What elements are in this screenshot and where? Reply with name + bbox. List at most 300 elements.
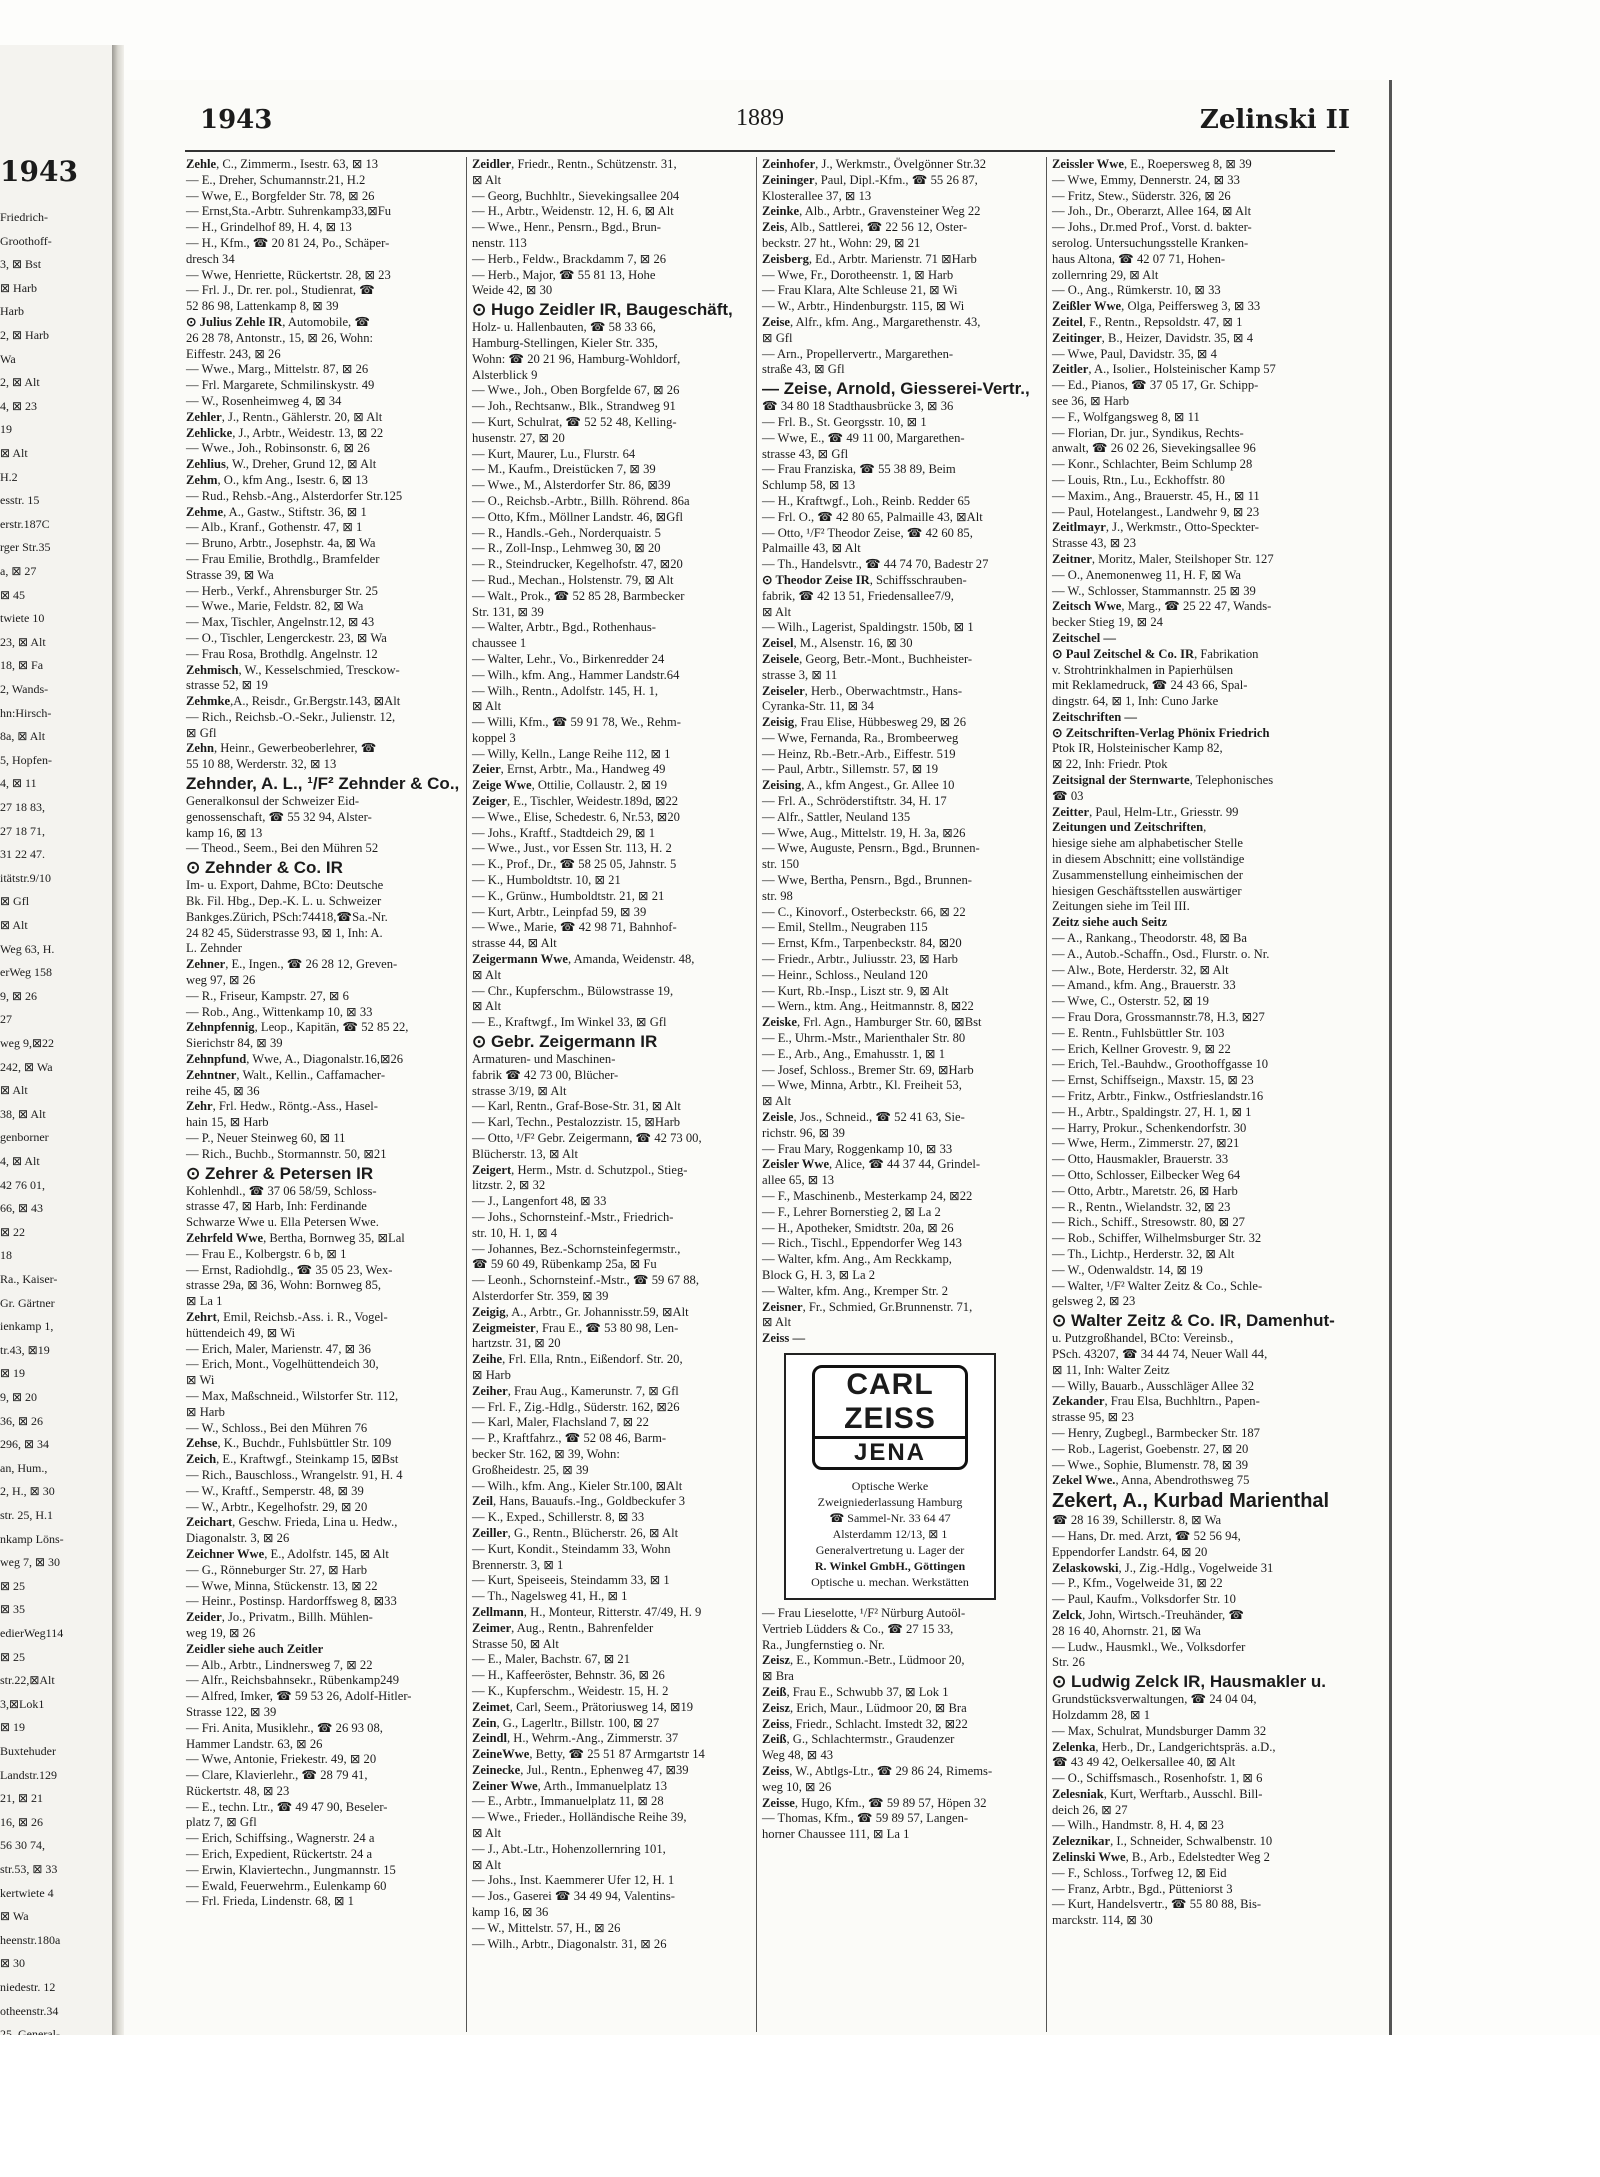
header-year: 1943 — [200, 105, 273, 135]
directory-entry: — Frau Dora, Grossmannstr.78, H.3, ⊠27 — [1052, 1010, 1265, 1025]
directory-entry: Zehmke,A., Reisdr., Gr.Bergstr.143, ⊠Alt — [186, 694, 401, 709]
directory-entry: Zekel Wwe., Anna, Abendrothsweg 75 — [1052, 1473, 1250, 1488]
directory-entry: — E., Arbtr., Immanuelplatz 11, ⊠ 28 — [472, 1794, 664, 1809]
directory-entry: — H., Kraftwgf., Loh., Reinb. Redder 65 — [762, 493, 971, 508]
directory-entry: Cyranka-Str. 11, ⊠ 34 — [762, 699, 874, 714]
directory-entry: see 36, ⊠ Harb — [1052, 393, 1129, 408]
left-page-fragment: Harb — [0, 304, 24, 319]
directory-entry: Zeitz siehe auch Seitz — [1052, 915, 1168, 930]
directory-entry: — Erwin, Klaviertechn., Jungmannstr. 15 — [186, 1862, 396, 1877]
directory-entry: — Ernst,Sta.-Arbtr. Suhrenkamp33,⊠Fu — [186, 204, 392, 219]
directory-entry: Zehse, K., Buchdr., Fuhlsbüttler Str. 109 — [186, 1436, 392, 1451]
directory-entry: — Wilh., Lagerist, Spaldingstr. 150b, ⊠ 1 — [762, 620, 974, 635]
directory-entry: — Johs., Schornsteinf.-Mstr., Friedrich- — [472, 1210, 674, 1224]
directory-entry: Zeis, Alb., Sattlerei, ☎ 22 56 12, Oster- — [762, 220, 968, 235]
directory-entry: — W., Schlosser, Stammannstr. 25 ⊠ 39 — [1052, 583, 1256, 598]
directory-entry: — Wwe., Just., vor Essen Str. 113, H. 2 — [472, 841, 672, 856]
directory-entry: — P., Neuer Steinweg 60, ⊠ 11 — [186, 1131, 346, 1146]
left-page-fragment: 4, ⊠ Alt — [0, 1154, 40, 1168]
left-page-fragment: edierWeg114 — [0, 1626, 64, 1640]
directory-entry: Generalkonsul der Schweizer Eid- — [186, 794, 360, 809]
zeiss-advertisement — [784, 1353, 996, 1600]
directory-entry: — E., Arb., Ang., Emahusstr. 1, ⊠ 1 — [762, 1046, 946, 1061]
left-page-fragment: esstr. 15 — [0, 493, 40, 508]
directory-entry: Zeitschriften — — [1052, 709, 1137, 724]
directory-entry: — Clare, Klavierlehr., ☎ 28 79 41, — [186, 1768, 368, 1783]
directory-entry: — Wilh., Rentn., Adolfstr. 145, H. 1, — [472, 683, 659, 698]
directory-entry: Zeidler siehe auch Zeitler — [186, 1641, 324, 1656]
directory-entry: — O., Ang., Rümkerstr. 10, ⊠ 33 — [1052, 283, 1221, 298]
directory-entry: — Th., Lichtp., Herderstr. 32, ⊠ Alt — [1052, 1246, 1235, 1261]
directory-entry: platz 7, ⊠ Gfl — [186, 1815, 257, 1830]
directory-entry: Zekander, Frau Elsa, Buchhltrn., Papen- — [1052, 1394, 1260, 1409]
directory-entry: — Kurt, Arbtr., Leinpfad 59, ⊠ 39 — [472, 904, 647, 919]
directory-entry: ⊠ Alt — [762, 1094, 792, 1109]
left-page-fragment: hn:Hirsch- — [0, 705, 52, 720]
directory-entry: — H., Arbtr., Spaldingstr. 27, H. 1, ⊠ 1 — [1052, 1104, 1252, 1119]
left-page-fragment: ⊠ Alt — [0, 1083, 28, 1098]
directory-entry: Rückertstr. 48, ⊠ 23 — [186, 1783, 290, 1798]
directory-entry: strasse 95, ⊠ 23 — [1052, 1410, 1134, 1425]
directory-entry: hiesigen Geschäftsstellen auswärtiger — [1052, 883, 1242, 898]
directory-entry: ⊙ Julius Zehle IR, Automobile, ☎ — [186, 314, 371, 329]
directory-entry: strasse 44, ⊠ Alt — [472, 936, 557, 951]
left-page-fragment: 9, ⊠ 20 — [0, 1390, 38, 1404]
directory-entry: ⊠ 11, Inh: Walter Zeitz — [1052, 1362, 1170, 1377]
directory-entry: horner Chaussee 111, ⊠ La 1 — [762, 1827, 910, 1842]
directory-entry: v. Strohtrinkhalmen in Papierhülsen — [1052, 662, 1234, 677]
directory-entry: Holz- u. Hallenbauten, ☎ 58 33 66, — [472, 320, 656, 335]
directory-entry: Zelenka, Herb., Dr., Landgerichtspräs. a.D., — [1052, 1739, 1276, 1754]
directory-entry: Eiffestr. 243, ⊠ 26 — [186, 346, 281, 361]
left-page-fragment: 2, ⊠ Alt — [0, 375, 40, 390]
left-page-fragment: 4, ⊠ 23 — [0, 398, 38, 413]
directory-entry: Armaturen- und Maschinen- — [472, 1052, 616, 1067]
directory-entry: — K., Humboldtstr. 10, ⊠ 21 — [472, 873, 621, 888]
directory-entry: Zeiner Wwe, Arth., Immanuelplatz 13 — [472, 1778, 668, 1793]
directory-entry: weg 97, ⊠ 26 — [186, 973, 256, 988]
left-page-fragment: Groothoff- — [0, 233, 52, 248]
directory-entry: ⊠ Alt — [762, 1315, 792, 1330]
directory-entry: Blücherstr. 13, ⊠ Alt — [472, 1146, 579, 1161]
directory-entry: — A., Rankang., Theodorstr. 48, ⊠ Ba — [1052, 931, 1248, 946]
directory-entry: — Emil, Stellm., Neugraben 115 — [762, 920, 928, 935]
directory-entry: — Wwe., M., Alsterdorfer Str. 86, ⊠39 — [472, 478, 671, 493]
directory-entry: 26 28 78, Antonstr., 15, ⊠ 26, Wohn: — [186, 330, 374, 345]
directory-entry: — Karl, Rentn., Graf-Bose-Str. 31, ⊠ Alt — [472, 1099, 681, 1114]
directory-entry: — Arn., Propellervertr., Margarethen- — [762, 346, 954, 361]
directory-entry: str. 98 — [762, 888, 793, 903]
directory-entry: Zehlicke, J., Arbtr., Weidestr. 13, ⊠ 22 — [186, 425, 384, 440]
directory-entry: dresch 34 — [186, 251, 235, 266]
left-page-fragment: 27 — [0, 1012, 12, 1027]
left-page-fragment: 27 18 71, — [0, 823, 45, 838]
left-page-fragment: 4, ⊠ 11 — [0, 776, 37, 791]
directory-entry: — Thomas, Kfm., ☎ 59 89 57, Langen- — [762, 1811, 969, 1826]
left-page-fragment: ienkamp 1, — [0, 1319, 54, 1334]
directory-entry: — Joh., Rechtsanw., Blk., Strandweg 91 — [472, 399, 676, 414]
directory-entry: — Wwe., Marie, Feldstr. 82, ⊠ Wa — [186, 599, 364, 614]
directory-entry: gelsweg 2, ⊠ 23 — [1052, 1294, 1136, 1309]
directory-entry: Zeil, Hans, Bauaufs.-Ing., Goldbeckufer 3 — [472, 1494, 685, 1509]
directory-entry: fabrik, ☎ 42 13 51, Friedensallee7/9, — [762, 588, 954, 603]
directory-entry: Zeisz, Erich, Maur., Lüdmoor 20, ⊠ Bra — [762, 1700, 967, 1715]
directory-entry: beckstr. 27 ht., Wohn: 29, ⊠ 21 — [762, 235, 921, 250]
directory-entry: hüttendeich 49, ⊠ Wi — [186, 1325, 296, 1340]
directory-entry: — Frau Emilie, Brothdlg., Bramfelder — [186, 551, 380, 566]
left-page-fragment: 56 30 74, — [0, 1838, 45, 1853]
directory-entry: — Frl. Margarete, Schmilinskystr. 49 — [186, 378, 375, 393]
directory-entry: — Rich., Reichsb.-O.-Sekr., Julienstr. 12, — [186, 709, 396, 724]
directory-entry: Bk. Fil. Hbg., Dep.-K. L. u. Schweizer — [186, 894, 382, 909]
directory-entry: — Alfr., Sattler, Neuland 135 — [762, 809, 911, 824]
directory-entry: strasse 47, ⊠ Harb, Inh: Ferdinande — [186, 1199, 367, 1214]
directory-entry: — Otto, Kfm., Möllner Landstr. 46, ⊠Gfl — [472, 509, 683, 524]
directory-entry: — Paul, Kaufm., Volksdorfer Str. 10 — [1052, 1592, 1236, 1607]
directory-entry: fabrik ☎ 42 73 00, Blücher- — [472, 1067, 619, 1082]
directory-entry: Zeissler Wwe, E., Roepersweg 8, ⊠ 39 — [1052, 157, 1252, 171]
directory-entry: Eppendorfer Landstr. 64, ⊠ 20 — [1052, 1544, 1208, 1559]
directory-entry: — Alfr., Reichsbahnsekr., Rübenkamp249 — [186, 1673, 400, 1688]
left-page-fragment: 23, ⊠ Alt — [0, 634, 46, 649]
directory-entry: Zeigermann Wwe, Amanda, Weidenstr. 48, — [472, 952, 695, 967]
directory-entry: ⊠ Alt — [472, 1826, 502, 1841]
directory-entry: — Alfred, Imker, ☎ 59 53 26, Adolf-Hitler- — [186, 1689, 412, 1704]
directory-entry: weg 19, ⊠ 26 — [186, 1625, 256, 1640]
directory-entry: — Ernst, Radiohdlg., ☎ 35 05 23, Wex- — [186, 1262, 393, 1277]
left-page-fragment: ⊠ 35 — [0, 1602, 26, 1617]
directory-entry: Zeindl, H., Wehrm.-Ang., Zimmerstr. 37 — [472, 1731, 679, 1746]
directory-entry: Zeiß, G., Schlachtermstr., Graudenzer — [762, 1732, 955, 1747]
directory-entry: — K., Exped., Schillerstr. 8, ⊠ 33 — [472, 1510, 645, 1525]
zeiss-logo-top: CARL ZEISS — [815, 1368, 965, 1439]
directory-entry: hiesige siehe am alphabetischer Stelle — [1052, 836, 1243, 851]
directory-entry: Zeinhofer, J., Werkmstr., Övelgönner Str.32 — [762, 157, 987, 171]
directory-entry: — Erich, Schiffsing., Wagnerstr. 24 a — [186, 1831, 375, 1846]
directory-entry: ⊠ Alt — [472, 172, 502, 187]
left-page-fragment: ⊠ 30 — [0, 1956, 26, 1971]
directory-entry: Zeitungen und Zeitschriften, — [1052, 820, 1207, 835]
directory-entry: allee 65, ⊠ 13 — [762, 1173, 835, 1188]
directory-entry: — Erich, Tel.-Bauhdw., Groothoffgasse 10 — [1052, 1057, 1269, 1072]
directory-entry: Zeitlmayr, J., Werkmstr., Otto-Speckter- — [1052, 520, 1259, 535]
directory-entry: 52 86 98, Lattenkamp 8, ⊠ 39 — [186, 299, 339, 314]
directory-entry: Zeleznikar, I., Schneider, Schwalbenstr. 10 — [1052, 1834, 1273, 1849]
directory-entry: dingstr. 64, ⊠ 1, Inh: Cuno Jarke — [1052, 694, 1219, 709]
bottom-margin — [0, 2035, 1600, 2177]
directory-entry: ⊠ Harb — [472, 1367, 511, 1382]
left-page-fragment: 38, ⊠ Alt — [0, 1106, 46, 1121]
directory-entry: — O., Tischler, Lengerckestr. 23, ⊠ Wa — [186, 630, 387, 645]
directory-entry: — W., Schloss., Bei den Mühren 76 — [186, 1420, 368, 1435]
directory-entry: Kohlenhdl., ☎ 37 06 58/59, Schloss- — [186, 1183, 377, 1198]
directory-entry: Grundstücksverwaltungen, ☎ 24 04 04, — [1052, 1692, 1257, 1707]
directory-entry: — Wwe, Henriette, Rückertstr. 28, ⊠ 23 — [186, 267, 391, 282]
directory-entry: Zeitsignal der Sternwarte, Telephonisches — [1052, 773, 1274, 788]
directory-entry: — Max, Maßschneid., Wilstorfer Str. 112, — [186, 1388, 399, 1403]
directory-entry: Zeisner, Fr., Schmied, Gr.Brunnenstr. 71, — [762, 1299, 973, 1314]
left-page-fragment: heenstr.180a — [0, 1932, 61, 1947]
directory-entry: Diagonalstr. 3, ⊠ 26 — [186, 1531, 290, 1546]
left-page-fragment: tr.43, ⊠19 — [0, 1342, 50, 1357]
left-page-fragment: Gr. Gärtner — [0, 1295, 55, 1310]
directory-entry: Block G, H. 3, ⊠ La 2 — [762, 1267, 876, 1282]
directory-entry: — Wwe., Marie, ☎ 42 98 71, Bahnhof- — [472, 920, 677, 935]
directory-entry: — Frau Lieselotte, ¹/F² Nürburg Autoöl- — [762, 1605, 966, 1620]
directory-entry: — Walter, Arbtr., Bgd., Rothenhaus- — [472, 620, 656, 635]
directory-entry: — Wilh., kfm. Ang., Kieler Str.100, ⊠Alt — [472, 1478, 683, 1493]
directory-entry: — K., Grünw., Humboldtstr. 21, ⊠ 21 — [472, 888, 665, 903]
directory-entry: Zehr, Frl. Hedw., Röntg.-Ass., Hasel- — [186, 1099, 378, 1114]
directory-entry: — Wilh., Handmstr. 8, H. 4, ⊠ 23 — [1052, 1818, 1224, 1833]
directory-entry: — Herb., Verkf., Ahrensburger Str. 25 — [186, 583, 378, 598]
directory-entry: Strasse 122, ⊠ 39 — [186, 1704, 277, 1719]
directory-entry: — Heinz, Rb.-Betr.-Arb., Eiffestr. 519 — [762, 746, 956, 761]
directory-entry: Zeising, A., kfm Angest., Gr. Allee 10 — [762, 778, 955, 793]
header-rule — [185, 150, 1335, 152]
directory-entry: Str. 131, ⊠ 39 — [472, 604, 544, 619]
directory-entry: — Otto, ¹/F² Theodor Zeise, ☎ 42 60 85, — [762, 525, 973, 540]
directory-entry: ⊙ Zehrer & Petersen IR — [186, 1163, 374, 1183]
directory-entry: strasse 3/19, ⊠ Alt — [472, 1083, 567, 1098]
left-page-fragment: ⊠ Alt — [0, 918, 28, 932]
directory-entry: — F., Schloss., Torfweg 12, ⊠ Eid — [1052, 1865, 1227, 1880]
left-page-fragment: erstr.187C — [0, 516, 50, 531]
left-page-fragment: twiete 10 — [0, 611, 45, 626]
directory-entry: Zehn, Heinr., Gewerbeoberlehrer, ☎ — [186, 741, 377, 756]
directory-entry: — E., Uhrm.-Mstr., Marienthaler Str. 80 — [762, 1031, 966, 1046]
directory-entry: — H., Kaffeeröster, Behnstr. 36, ⊠ 26 — [472, 1668, 665, 1683]
directory-entry: Zeisberg, Ed., Arbtr. Marienstr. 71 ⊠Harb — [762, 251, 977, 266]
directory-entry: haus Altona, ☎ 42 07 71, Hohen- — [1052, 251, 1226, 266]
directory-entry: — Walter, Lehr., Vo., Birkenredder 24 — [472, 651, 665, 666]
directory-entry: Zehm, O., kfm Ang., Isestr. 6, ⊠ 13 — [186, 472, 368, 487]
left-page-fragment: an, Hum., — [0, 1460, 48, 1475]
directory-entry: Zeiseler, Herb., Oberwachtmstr., Hans- — [762, 683, 963, 698]
directory-entry: Zeigmeister, Frau E., ☎ 53 80 98, Len- — [472, 1320, 679, 1335]
directory-entry: — Frl. J., Dr. rer. pol., Studienrat, ☎ — [186, 283, 375, 298]
directory-entry: — Wwe, Aug., Mittelstr. 19, H. 3a, ⊠26 — [762, 825, 966, 840]
directory-entry: Zeitschel — — [1052, 630, 1117, 645]
directory-entry: Zehle, C., Zimmerm., Isestr. 63, ⊠ 13 — [186, 157, 379, 171]
zeiss-ad-line: Optische u. mechan. Werkstätten — [811, 1574, 969, 1589]
directory-entry: — Max, Tischler, Angelnstr.12, ⊠ 43 — [186, 615, 375, 630]
directory-entry: — Wern., ktm. Ang., Heitmannstr. 8, ⊠22 — [762, 999, 974, 1014]
directory-entry: genossenschaft, ☎ 55 32 94, Alster- — [186, 809, 372, 824]
directory-entry: Hamburg-Stellingen, Kieler Str. 335, — [472, 335, 658, 350]
left-page-fragment: str.53, ⊠ 33 — [0, 1862, 58, 1876]
directory-entry: — Rich., Bauschloss., Wrangelstr. 91, H. 4 — [186, 1467, 403, 1482]
directory-entry: — Alw., Bote, Herderstr. 32, ⊠ Alt — [1052, 962, 1229, 977]
directory-entry: Strasse 43, ⊠ 23 — [1052, 536, 1137, 551]
directory-entry: — Frl. B., St. Georgsstr. 10, ⊠ 1 — [762, 414, 927, 429]
directory-entry: Palmaille 43, ⊠ Alt — [762, 541, 861, 556]
directory-entry: Zeimet, Carl, Seem., Prätoriusweg 14, ⊠19 — [472, 1699, 694, 1714]
directory-entry: — Zeise, Arnold, Giesserei-Vertr., — [762, 379, 1030, 399]
directory-entry: hain 15, ⊠ Harb — [186, 1115, 269, 1130]
directory-entry: — Henry, Zugbegl., Barmbecker Str. 187 — [1052, 1425, 1260, 1440]
directory-entry: Zelesniak, Kurt, Werftarb., Ausschl. Bill- — [1052, 1786, 1263, 1801]
left-page-fragment: Buxtehuder — [0, 1744, 56, 1758]
directory-entry: — Wwe, Fr., Dorotheenstr. 1, ⊠ Harb — [762, 267, 954, 282]
directory-entry: — Rich., Tischl., Eppendorfer Weg 143 — [762, 1236, 962, 1251]
directory-entry: Zeisig, Frau Elise, Hübbesweg 29, ⊠ 26 — [762, 715, 966, 730]
directory-entry: ⊙ Ludwig Zelck IR, Hausmakler u. — [1052, 1672, 1327, 1692]
directory-entry: Vertrieb Lüdders & Co., ☎ 27 15 33, — [762, 1621, 954, 1636]
directory-entry: weg 10, ⊠ 26 — [762, 1779, 832, 1794]
directory-entry: Ra., Jungfernstieg o. Nr. — [762, 1637, 885, 1652]
directory-entry: — Wwe, E., Borgfelder Str. 78, ⊠ 26 — [186, 188, 375, 203]
directory-entry: — Rob., Ang., Wittenkamp 10, ⊠ 33 — [186, 1004, 373, 1019]
directory-entry: Zeichner Wwe, E., Adolfstr. 145, ⊠ Alt — [186, 1546, 389, 1561]
directory-entry: — Otto, Arbtr., Maretstr. 26, ⊠ Harb — [1052, 1183, 1238, 1198]
directory-entry: ⊠ Alt — [762, 604, 792, 619]
directory-entry: — Frau Rosa, Brothdlg. Angelnstr. 12 — [186, 646, 378, 661]
left-page-fragment: niedestr. 12 — [0, 1980, 56, 1994]
directory-entry: Zeinecke, Jul., Rentn., Ephenweg 47, ⊠39 — [472, 1762, 689, 1777]
zeiss-ad-line: ☎ Sammel-Nr. 33 64 47 — [829, 1510, 951, 1525]
directory-entry: Zehler, J., Rentn., Gählerstr. 20, ⊠ Alt — [186, 409, 383, 424]
directory-entry: ☎ 59 60 49, Rübenkamp 25a, ⊠ Fu — [472, 1257, 657, 1272]
directory-entry: Zeisel, M., Alsenstr. 16, ⊠ 30 — [762, 636, 913, 651]
left-page-fragment: nkamp Löns- — [0, 1531, 64, 1546]
directory-entry: — W., Mittelstr. 57, H., ⊠ 26 — [472, 1920, 621, 1935]
directory-entry: — Paul, Hotelangest., Landwehr 9, ⊠ 23 — [1052, 504, 1260, 519]
directory-entry: — R., Rentn., Wielandstr. 32, ⊠ 23 — [1052, 1199, 1231, 1214]
directory-entry: — Otto, Schlosser, Eilbecker Weg 64 — [1052, 1168, 1241, 1182]
directory-entry: — Josef, Schloss., Bremer Str. 69, ⊠Harb — [762, 1062, 974, 1077]
left-page-fragment: 18, ⊠ Fa — [0, 658, 44, 673]
directory-entry: — Willi, Kfm., ☎ 59 91 78, We., Rehm- — [472, 715, 681, 730]
directory-entry: L. Zehnder — [186, 941, 242, 956]
left-page-fragment: 66, ⊠ 43 — [0, 1201, 44, 1216]
directory-entry: kamp 16, ⊠ 36 — [472, 1905, 549, 1920]
directory-entry: ⊠ Alt — [472, 1857, 502, 1872]
directory-entry: — Rud., Mechan., Holstenstr. 79, ⊠ Alt — [472, 572, 674, 587]
directory-entry: ⊙ Paul Zeitschel & Co. IR, Fabrikation — [1052, 646, 1259, 661]
directory-entry: — Th., Nagelsweg 41, H., ⊠ 1 — [472, 1589, 628, 1604]
directory-entry: Zeißler Wwe, Olga, Peiffersweg 3, ⊠ 33 — [1052, 299, 1261, 314]
directory-entry: u. Putzgroßhandel, BCto: Vereinsb., — [1052, 1331, 1234, 1346]
directory-entry: — Wwe, C., Osterstr. 52, ⊠ 19 — [1052, 994, 1209, 1009]
left-page-fragment: 242, ⊠ Wa — [0, 1059, 53, 1074]
directory-entry: Zeiske, Frl. Agn., Hamburger Str. 60, ⊠Bst — [762, 1015, 982, 1030]
directory-entry: Zelck, John, Wirtsch.-Treuhänder, ☎ — [1052, 1607, 1245, 1622]
directory-entry: Zeisler Wwe, Alice, ☎ 44 37 44, Grindel- — [762, 1157, 981, 1172]
directory-entry: ⊠ Alt — [472, 699, 502, 714]
directory-entry: — Walt., Prok., ☎ 52 85 28, Barmbecker — [472, 588, 685, 603]
directory-entry: — Frau Klara, Alte Schleuse 21, ⊠ Wi — [762, 283, 958, 298]
directory-entry: — Karl, Techn., Pestalozzistr. 15, ⊠Harb — [472, 1115, 681, 1130]
directory-entry: — Ernst, Schiffseign., Maxstr. 15, ⊠ 23 — [1052, 1073, 1254, 1088]
directory-entry: Zeider, Jo., Privatm., Billh. Mühlen- — [186, 1610, 373, 1625]
directory-entry: ☎ 34 80 18 Stadthausbrücke 3, ⊠ 36 — [762, 399, 954, 414]
directory-entry: — Chr., Kupferschm., Bülowstrasse 19, — [472, 983, 674, 998]
directory-entry: — Wwe., Joh., Oben Borgfelde 67, ⊠ 26 — [472, 383, 680, 398]
directory-entry: Zeitinger, B., Heizer, Davidstr. 35, ⊠ 4 — [1052, 330, 1254, 345]
directory-entry: Zeisele, Georg, Betr.-Mont., Buchheister- — [762, 651, 973, 666]
directory-entry: Zeichart, Geschw. Frieda, Lina u. Hedw., — [186, 1515, 398, 1530]
directory-entry: Im- u. Export, Dahme, BCto: Deutsche — [186, 878, 384, 893]
directory-entry: — Maxim., Ang., Brauerstr. 45, H., ⊠ 11 — [1052, 488, 1260, 503]
directory-entry: — A., Autob.-Schaffn., Osd., Flurstr. o. Nr. — [1052, 946, 1270, 961]
directory-entry: Zekert, A., Kurbad Marienthal — [1052, 1490, 1330, 1513]
directory-entry: — Wwe., Sophie, Blumenstr. 78, ⊠ 39 — [1052, 1457, 1249, 1472]
directory-entry: — R., Friseur, Kampstr. 27, ⊠ 6 — [186, 988, 349, 1003]
directory-entry: Brennerstr. 3, ⊠ 1 — [472, 1557, 564, 1572]
directory-entry: ⊠ 22, Inh: Friedr. Ptok — [1052, 757, 1168, 772]
directory-entry: ⊠ Alt — [472, 999, 502, 1014]
directory-entry: — Florian, Dr. jur., Syndikus, Rechts- — [1052, 425, 1244, 440]
left-page-fragment: kertwiete 4 — [0, 1885, 54, 1900]
directory-entry: — Rob., Schiffer, Wilhelmsburger Str. 32 — [1052, 1231, 1262, 1246]
left-page-fragment: 5, Hopfen- — [0, 752, 52, 767]
directory-entry: — Johs., Inst. Kaemmerer Ufer 12, H. 1 — [472, 1873, 675, 1888]
directory-entry: — Leonh., Schornsteinf.-Mstr., ☎ 59 67 88, — [472, 1273, 699, 1288]
directory-entry: Weg 48, ⊠ 43 — [762, 1748, 834, 1763]
directory-entry: — P., Kraftfahrz., ☎ 52 08 46, Barm- — [472, 1431, 667, 1446]
directory-entry: mit Reklamedruck, ☎ 24 43 66, Spal- — [1052, 678, 1248, 693]
directory-entry: Zeiss, W., Abtlgs-Ltr., ☎ 29 86 24, Rimems- — [762, 1763, 993, 1778]
directory-entry: — E., techn. Ltr., ☎ 49 47 90, Beseler- — [186, 1799, 388, 1814]
directory-entry: — Willy, Kelln., Lange Reihe 112, ⊠ 1 — [472, 746, 671, 761]
directory-entry: — H., Arbtr., Weidenstr. 12, H. 6, ⊠ Alt — [472, 204, 674, 219]
directory-entry: — Ewald, Feuerwehrm., Eulenkamp 60 — [186, 1878, 387, 1893]
directory-entry: — Wwe., Henr., Pensrn., Bgd., Brun- — [472, 220, 662, 235]
directory-entry: — Erich, Maler, Marienstr. 47, ⊠ 36 — [186, 1341, 371, 1356]
directory-entry: — F., Maschinenb., Mesterkamp 24, ⊠22 — [762, 1189, 973, 1203]
directory-entry: — O., Reichsb.-Arbtr., Billh. Röhrend. 86a — [472, 493, 690, 508]
column-2 — [472, 157, 733, 2037]
directory-entry: strasse 52, ⊠ 19 — [186, 678, 268, 693]
directory-entry: — Theod., Seem., Bei den Mühren 52 — [186, 841, 379, 856]
directory-entry: — H., Apotheker, Smidtstr. 20a, ⊠ 26 — [762, 1220, 954, 1235]
left-page-fragment: 3,⊠Lok1 — [0, 1696, 45, 1711]
directory-entry: Zeinke, Alb., Arbtr., Gravensteiner Weg 22 — [762, 204, 981, 219]
directory-entry: — W., Odenwaldstr. 14, ⊠ 19 — [1052, 1262, 1203, 1277]
directory-entry: Zehntner, Walt., Kellin., Caffamacher- — [186, 1067, 386, 1082]
directory-entry: — Karl, Maler, Flachsland 7, ⊠ 22 — [472, 1415, 649, 1430]
directory-entry: — W., Arbtr., Hindenburgstr. 115, ⊠ Wi — [762, 299, 965, 314]
directory-entry: Zeisz, E., Kommun.-Betr., Lüdmoor 20, — [762, 1653, 965, 1668]
directory-entry: ⊙ Zeitschriften-Verlag Phönix Friedrich — [1052, 725, 1270, 740]
directory-entry: — P., Kfm., Vogelweide 31, ⊠ 22 — [1052, 1576, 1223, 1591]
directory-entry: ⊠ Alt — [472, 967, 502, 982]
directory-entry: — Wwe, Minna, Stückenstr. 13, ⊠ 22 — [186, 1578, 378, 1593]
zeiss-logo — [812, 1365, 968, 1470]
directory-entry: koppel 3 — [472, 730, 516, 745]
directory-entry: — Rob., Lagerist, Goebenstr. 27, ⊠ 20 — [1052, 1441, 1249, 1456]
left-page-fragment: str. 25, H.1 — [0, 1508, 54, 1522]
left-page-fragment: 3, ⊠ Bst — [0, 257, 42, 272]
directory-entry: Bankges.Zürich, PSch:74418,☎Sa.-Nr. — [186, 909, 388, 924]
directory-entry: ⊠ Bra — [762, 1669, 794, 1684]
directory-entry: — Johannes, Bez.-Schornsteinfegermstr., — [472, 1241, 681, 1256]
directory-entry: hartzstr. 31, ⊠ 20 — [472, 1336, 561, 1351]
directory-entry: — M., Kaufm., Dreistücken 7, ⊠ 39 — [472, 462, 656, 477]
directory-entry: reihe 45, ⊠ 36 — [186, 1083, 260, 1098]
directory-entry: — Ernst, Kfm., Tarpenbeckstr. 84, ⊠20 — [762, 936, 962, 951]
directory-entry: Zeitel, F., Rentn., Repsoldstr. 47, ⊠ 1 — [1052, 314, 1243, 329]
left-page-fragment: ⊠ 25 — [0, 1578, 26, 1593]
directory-entry: Zehmisch, W., Kesselschmied, Tresckow- — [186, 662, 400, 677]
directory-entry: ⊠ Wi — [186, 1373, 215, 1388]
directory-entry: strasse 3, ⊠ 11 — [762, 667, 838, 682]
left-page-fragment: 296, ⊠ 34 — [0, 1437, 50, 1452]
directory-entry: — Wilh., kfm. Ang., Hammer Landstr.64 — [472, 667, 680, 682]
directory-entry: — W., Arbtr., Kegelhofstr. 29, ⊠ 20 — [186, 1499, 368, 1514]
directory-entry: — Hans, Dr. med. Arzt, ☎ 52 56 94, — [1052, 1528, 1241, 1543]
